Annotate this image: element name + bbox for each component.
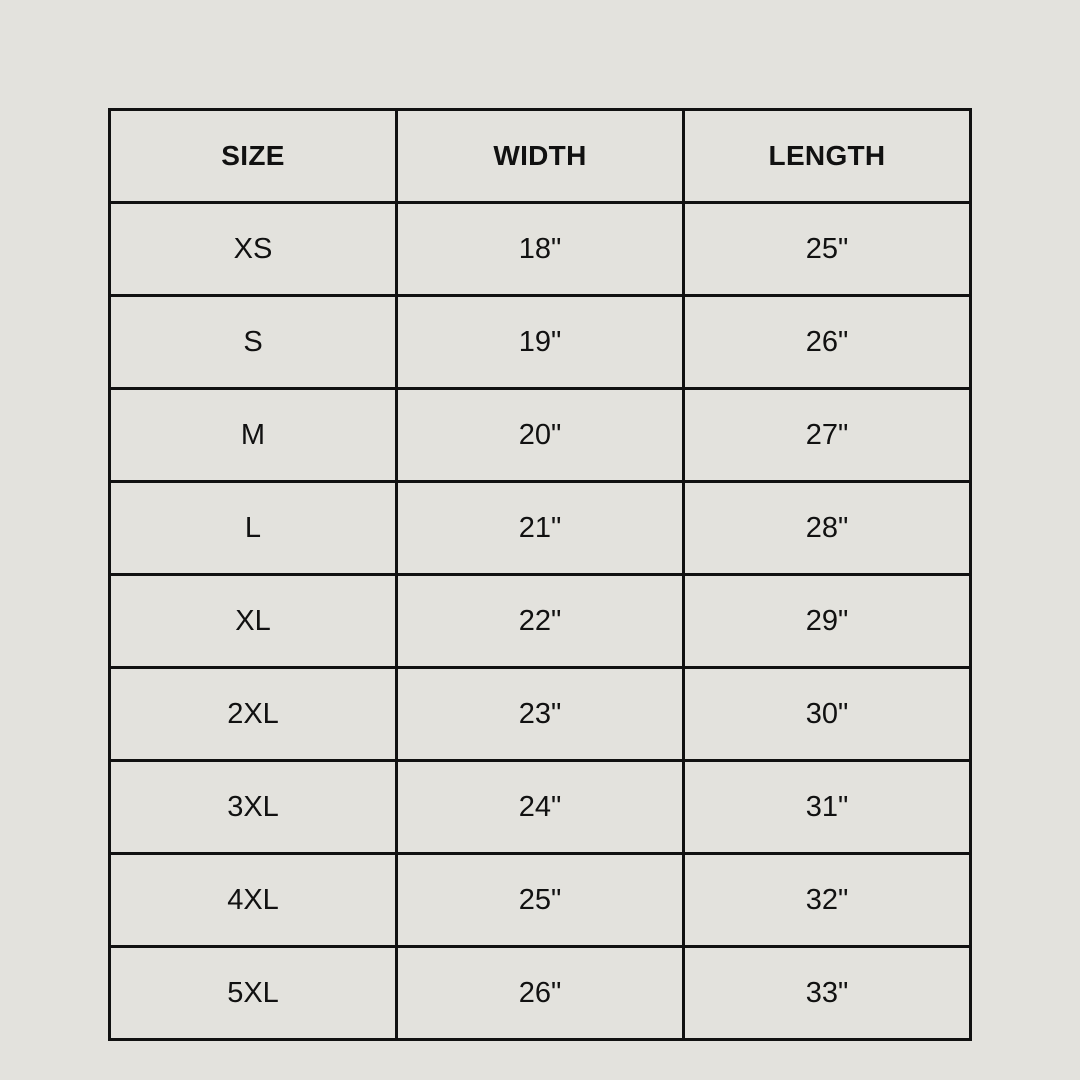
- width-cell: 25": [397, 854, 684, 947]
- length-cell: 29": [684, 575, 971, 668]
- table-row: [110, 668, 971, 761]
- size-cell: 3XL: [110, 761, 397, 854]
- size-cell: XL: [110, 575, 397, 668]
- table-row: [110, 389, 971, 482]
- table-row: [110, 947, 971, 1040]
- width-cell: 22": [397, 575, 684, 668]
- size-cell: XS: [110, 203, 397, 296]
- length-cell: 31": [684, 761, 971, 854]
- size-cell: 5XL: [110, 947, 397, 1040]
- width-cell: 26": [397, 947, 684, 1040]
- size-cell: 2XL: [110, 668, 397, 761]
- column-header-width: WIDTH: [397, 110, 684, 203]
- length-cell: 28": [684, 482, 971, 575]
- size-cell: M: [110, 389, 397, 482]
- size-chart-table: [108, 108, 972, 1041]
- size-cell: 4XL: [110, 854, 397, 947]
- width-cell: 19": [397, 296, 684, 389]
- table-row: [110, 854, 971, 947]
- column-header-length: LENGTH: [684, 110, 971, 203]
- width-cell: 24": [397, 761, 684, 854]
- width-cell: 23": [397, 668, 684, 761]
- length-cell: 25": [684, 203, 971, 296]
- length-cell: 33": [684, 947, 971, 1040]
- length-cell: 32": [684, 854, 971, 947]
- table-row: [110, 296, 971, 389]
- table-row: [110, 203, 971, 296]
- length-cell: 30": [684, 668, 971, 761]
- table-header-row: [110, 110, 971, 203]
- length-cell: 26": [684, 296, 971, 389]
- column-header-size: SIZE: [110, 110, 397, 203]
- table-row: [110, 575, 971, 668]
- size-cell: L: [110, 482, 397, 575]
- width-cell: 20": [397, 389, 684, 482]
- table-row: [110, 761, 971, 854]
- table-row: [110, 482, 971, 575]
- width-cell: 18": [397, 203, 684, 296]
- length-cell: 27": [684, 389, 971, 482]
- size-cell: S: [110, 296, 397, 389]
- width-cell: 21": [397, 482, 684, 575]
